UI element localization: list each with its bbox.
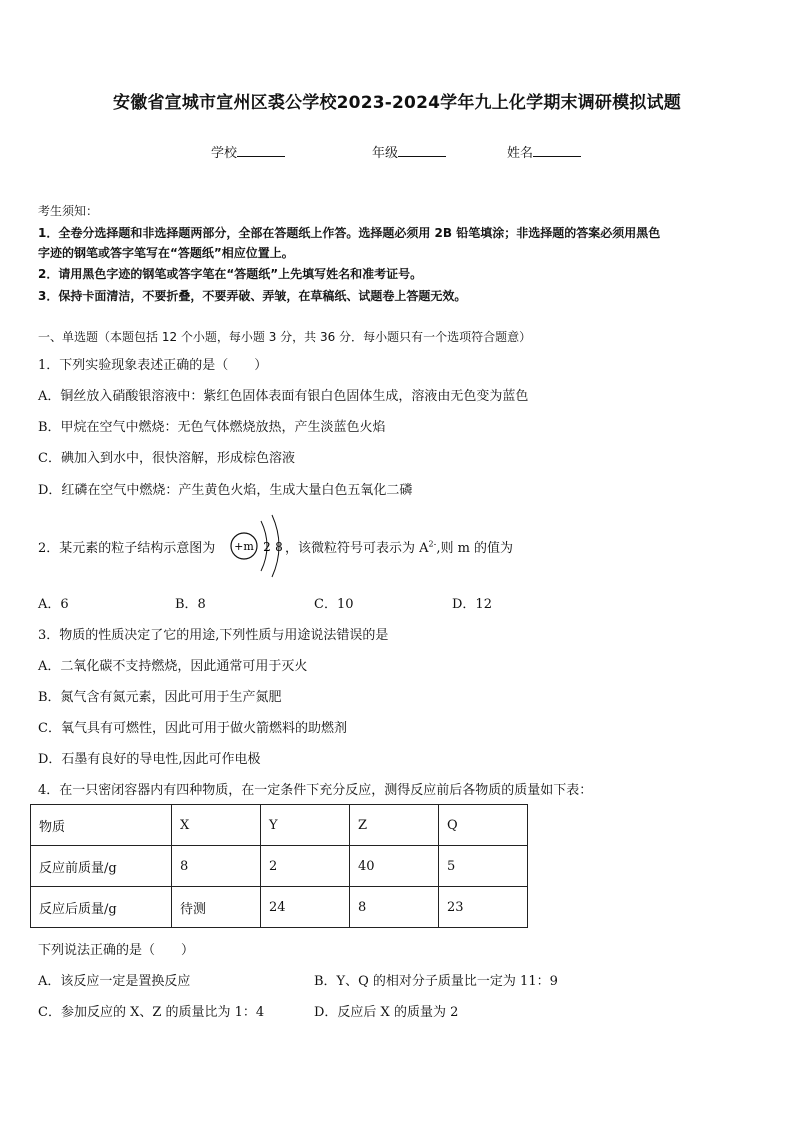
q2-stem-after <box>285 537 513 556</box>
q4-option-c: C．参加反应的 X、Z 的质量比为 1：4 <box>38 1005 265 1020</box>
section-heading: 一、单选题（本题包括 12 个小题，每小题 3 分，共 36 分．每小题只有一个选项符合题意） <box>38 330 532 344</box>
nucleus-charge: +m <box>234 540 254 553</box>
notice-item: 1．全卷分选择题和非选择题两部分，全部在答题纸上作答。选择题必须用 2B 铅笔填涂；非选择题的答案必须用黑色 <box>38 226 661 240</box>
table-cell: Z <box>350 805 439 846</box>
school-blank[interactable] <box>237 144 285 157</box>
q2-option-c: C．10 <box>314 597 354 612</box>
q4-option-a: A．该反应一定是置换反应 <box>38 974 191 989</box>
q3-option-a: A．二氧化碳不支持燃烧，因此通常可用于灭火 <box>38 659 308 674</box>
notice-item: 3．保持卡面清洁，不要折叠，不要弄破、弄皱，在草稿纸、试题卷上答题无效。 <box>38 289 467 303</box>
table-cell: 反应前质量/g <box>31 846 172 887</box>
q4-option-b: B．Y、Q 的相对分子质量比一定为 11：9 <box>314 974 558 989</box>
table-row <box>31 846 528 887</box>
notice-item: 2．请用黑色字迹的钢笔或答字笔在“答题纸”上先填写姓名和准考证号。 <box>38 267 423 281</box>
grade-label: 年级 <box>372 146 399 161</box>
school-label: 学校 <box>211 146 238 161</box>
ion-charge: 2- <box>428 539 437 549</box>
table-cell: 23 <box>439 887 528 928</box>
q1-option-c: C．碘加入到水中，很快溶解，形成棕色溶液 <box>38 451 295 466</box>
grade-blank[interactable] <box>398 144 446 157</box>
q2-option-b: B．8 <box>175 597 206 612</box>
exam-title: 安徽省宣城市宣州区裘公学校2023-2024学年九上化学期末调研模拟试题 <box>113 93 681 113</box>
q1-option-b: B．甲烷在空气中燃烧：无色气体燃烧放热，产生淡蓝色火焰 <box>38 420 386 435</box>
table-cell: 40 <box>350 846 439 887</box>
q3-option-c: C．氧气具有可燃性，因此可用于做火箭燃料的助燃剂 <box>38 721 347 736</box>
table-cell: 2 <box>261 846 350 887</box>
grade-field <box>372 142 446 161</box>
q3-option-b: B．氮气含有氮元素，因此可用于生产氮肥 <box>38 690 282 705</box>
name-label: 姓名 <box>507 146 534 161</box>
q1-stem: 1．下列实验现象表述正确的是（ ） <box>38 358 268 373</box>
table-row <box>31 805 528 846</box>
table-cell: 物质 <box>31 805 172 846</box>
mass-table <box>30 804 528 928</box>
name-blank[interactable] <box>533 144 581 157</box>
table-cell: Y <box>261 805 350 846</box>
table-cell: 8 <box>172 846 261 887</box>
q2-stem-before: 2．某元素的粒子结构示意图为 <box>38 541 216 556</box>
atom-structure-diagram <box>226 513 286 581</box>
name-field <box>507 142 581 161</box>
shell2-electrons: 8 <box>275 540 283 554</box>
table-row <box>31 887 528 928</box>
q4-stem: 4．在一只密闭容器内有四种物质，在一定条件下充分反应，测得反应前后各物质的质量如下表： <box>38 783 593 798</box>
q2-stem-after-2: ,则 m 的值为 <box>436 541 514 556</box>
table-cell: 待测 <box>172 887 261 928</box>
shell1-electrons: 2 <box>263 540 271 554</box>
q2-option-d: D．12 <box>452 597 492 612</box>
q3-option-d: D．石墨有良好的导电性,因此可作电极 <box>38 752 261 767</box>
table-cell: X <box>172 805 261 846</box>
table-cell: 8 <box>350 887 439 928</box>
q4-option-d: D．反应后 X 的质量为 2 <box>314 1005 459 1020</box>
table-cell: 24 <box>261 887 350 928</box>
notice-heading: 考生须知： <box>38 204 99 218</box>
table-cell: Q <box>439 805 528 846</box>
school-field <box>211 142 285 161</box>
notice-item: 字迹的钢笔或答字笔写在“答题纸”相应位置上。 <box>38 246 294 260</box>
q1-option-a: A．铜丝放入硝酸银溶液中：紫红色固体表面有银白色固体生成，溶液由无色变为蓝色 <box>38 389 529 404</box>
q2-option-a: A．6 <box>38 597 69 612</box>
table-cell: 5 <box>439 846 528 887</box>
q2-stem-after-1: ，该微粒符号可表示为 A <box>285 541 429 556</box>
q3-stem: 3．物质的性质决定了它的用途,下列性质与用途说法错误的是 <box>38 628 389 643</box>
table-cell: 反应后质量/g <box>31 887 172 928</box>
q1-option-d: D．红磷在空气中燃烧：产生黄色火焰，生成大量白色五氧化二磷 <box>38 483 413 498</box>
q4-question: 下列说法正确的是（ ） <box>38 943 195 958</box>
